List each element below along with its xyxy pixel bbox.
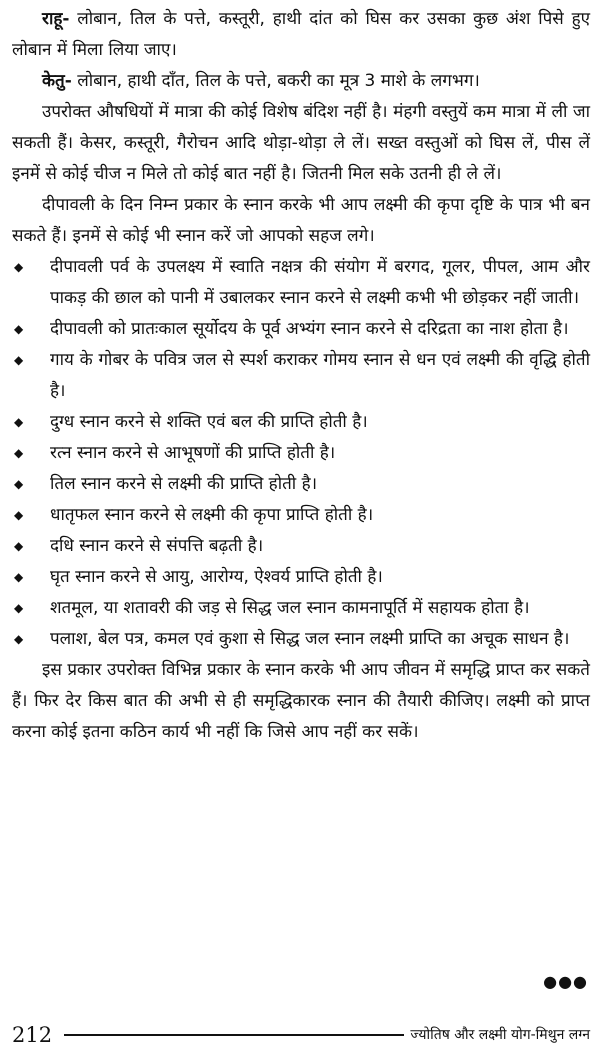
- list-item-text: पलाश, बेल पत्र, कमल एवं कुशा से सिद्ध जल स्नान लक्ष्मी प्राप्ति का अचूक साधन है।: [50, 629, 570, 649]
- paragraph-rahu: [12, 4, 590, 66]
- text-ketu: लोबान, हाथी दाँत, तिल के पत्ते, बकरी का मूत्र 3 माशे के लगभग।: [71, 71, 480, 91]
- diamond-bullet-icon: ◆: [14, 446, 24, 460]
- list-item: [12, 407, 590, 438]
- diamond-bullet-icon: ◆: [14, 601, 24, 615]
- list-item-text: दुग्ध स्नान करने से शक्ति एवं बल की प्राप्ति होती है।: [50, 412, 368, 432]
- list-item-text: दधि स्नान करने से संपत्ति बढ़ती है।: [50, 536, 264, 556]
- paragraph-ketu: [12, 66, 590, 97]
- list-item-text: तिल स्नान करने से लक्ष्मी की प्राप्ति होती है।: [50, 474, 318, 494]
- list-item: [12, 252, 590, 314]
- term-rahu: राहू-: [42, 9, 70, 29]
- page-number: 212: [12, 1022, 53, 1047]
- list-item: [12, 469, 590, 500]
- list-item-text: दीपावली पर्व के उपलक्ष्य में स्वाति नक्षत्र की संयोग में बरगद, गूलर, पीपल, आम और पाकड़ की छाल को पानी में उबालकर स्नान करने से लक्ष्मी कभी भी छोड़कर नहीं जाती।: [50, 257, 590, 308]
- list-item: [12, 500, 590, 531]
- diamond-bullet-icon: ◆: [14, 570, 24, 584]
- diamond-bullet-icon: ◆: [14, 539, 24, 553]
- list-item-text: दीपावली को प्रातःकाल सूर्योदय के पूर्व अभ्यंग स्नान करने से दरिद्रता का नाश होता है।: [50, 319, 569, 339]
- page-footer: [12, 1022, 590, 1048]
- diamond-bullet-icon: ◆: [14, 632, 24, 646]
- list-item: [12, 562, 590, 593]
- paragraph-closing: इस प्रकार उपरोक्त विभिन्न प्रकार के स्नान करके भी आप जीवन में समृद्धि प्राप्त कर सकते हैं। फिर देर किस बात की अभी से ही समृद्धिकारक स्नान की तैयारी कीजिए। लक्ष्मी को प्राप्त करना कोई इतना कठिन कार्य भी नहीं कि जिसे आप नहीं कर सकें।: [12, 660, 590, 742]
- list-item: [12, 624, 590, 655]
- diamond-bullet-icon: ◆: [14, 322, 24, 336]
- running-title: ज्योतिष और लक्ष्मी योग-मिथुन लग्न: [410, 1026, 590, 1043]
- paragraph-aushadhi: उपरोक्त औषधियों में मात्रा की कोई विशेष बंदिश नहीं है। मंहगी वस्तुयें कम मात्रा में ली जा सकती हैं। केसर, कस्तूरी, गैरोचन आदि थोड़ा-थोड़ा ले लें। सख्त वस्तुओं को घिस लें, पीस लें इनमें से कोई चीज न मिले तो कोई बात नहीं है। जितनी मिल सके उतनी ही ले लें।: [12, 102, 590, 184]
- diamond-bullet-icon: ◆: [14, 508, 24, 522]
- footer-rule: [64, 1034, 404, 1036]
- list-item: [12, 345, 590, 407]
- term-ketu: केतु-: [42, 71, 72, 91]
- list-item: [12, 593, 590, 624]
- end-of-section-dots: ●●●: [543, 972, 588, 991]
- diamond-bullet-icon: ◆: [14, 477, 24, 491]
- list-item: [12, 531, 590, 562]
- bullet-list: [12, 252, 590, 655]
- list-item-text: धातृफल स्नान करने से लक्ष्मी की कृपा प्राप्ति होती है।: [50, 505, 374, 525]
- list-item: [12, 314, 590, 345]
- text-rahu: लोबान, तिल के पत्ते, कस्तूरी, हाथी दांत को घिस कर उसका कुछ अंश पिसे हुए लोबान में मिला लिया जाए।: [12, 9, 590, 60]
- page-body: [12, 4, 590, 748]
- paragraph-deepawali: दीपावली के दिन निम्न प्रकार के स्नान करके भी आप लक्ष्मी की कृपा दृष्टि के पात्र भी बन सकते हैं। इनमें से कोई भी स्नान करें जो आपको सहज लगे।: [12, 195, 590, 246]
- list-item-text: गाय के गोबर के पवित्र जल से स्पर्श कराकर गोमय स्नान से धन एवं लक्ष्मी की वृद्धि होती है।: [50, 350, 590, 401]
- diamond-bullet-icon: ◆: [14, 353, 24, 367]
- list-item-text: रत्न स्नान करने से आभूषणों की प्राप्ति होती है।: [50, 443, 336, 463]
- diamond-bullet-icon: ◆: [14, 415, 24, 429]
- list-item: [12, 438, 590, 469]
- list-item-text: शतमूल, या शतावरी की जड़ से सिद्ध जल स्नान कामनापूर्ति में सहायक होता है।: [50, 598, 530, 618]
- diamond-bullet-icon: ◆: [14, 260, 24, 274]
- list-item-text: घृत स्नान करने से आयु, आरोग्य, ऐश्वर्य प्राप्ति होती है।: [50, 567, 383, 587]
